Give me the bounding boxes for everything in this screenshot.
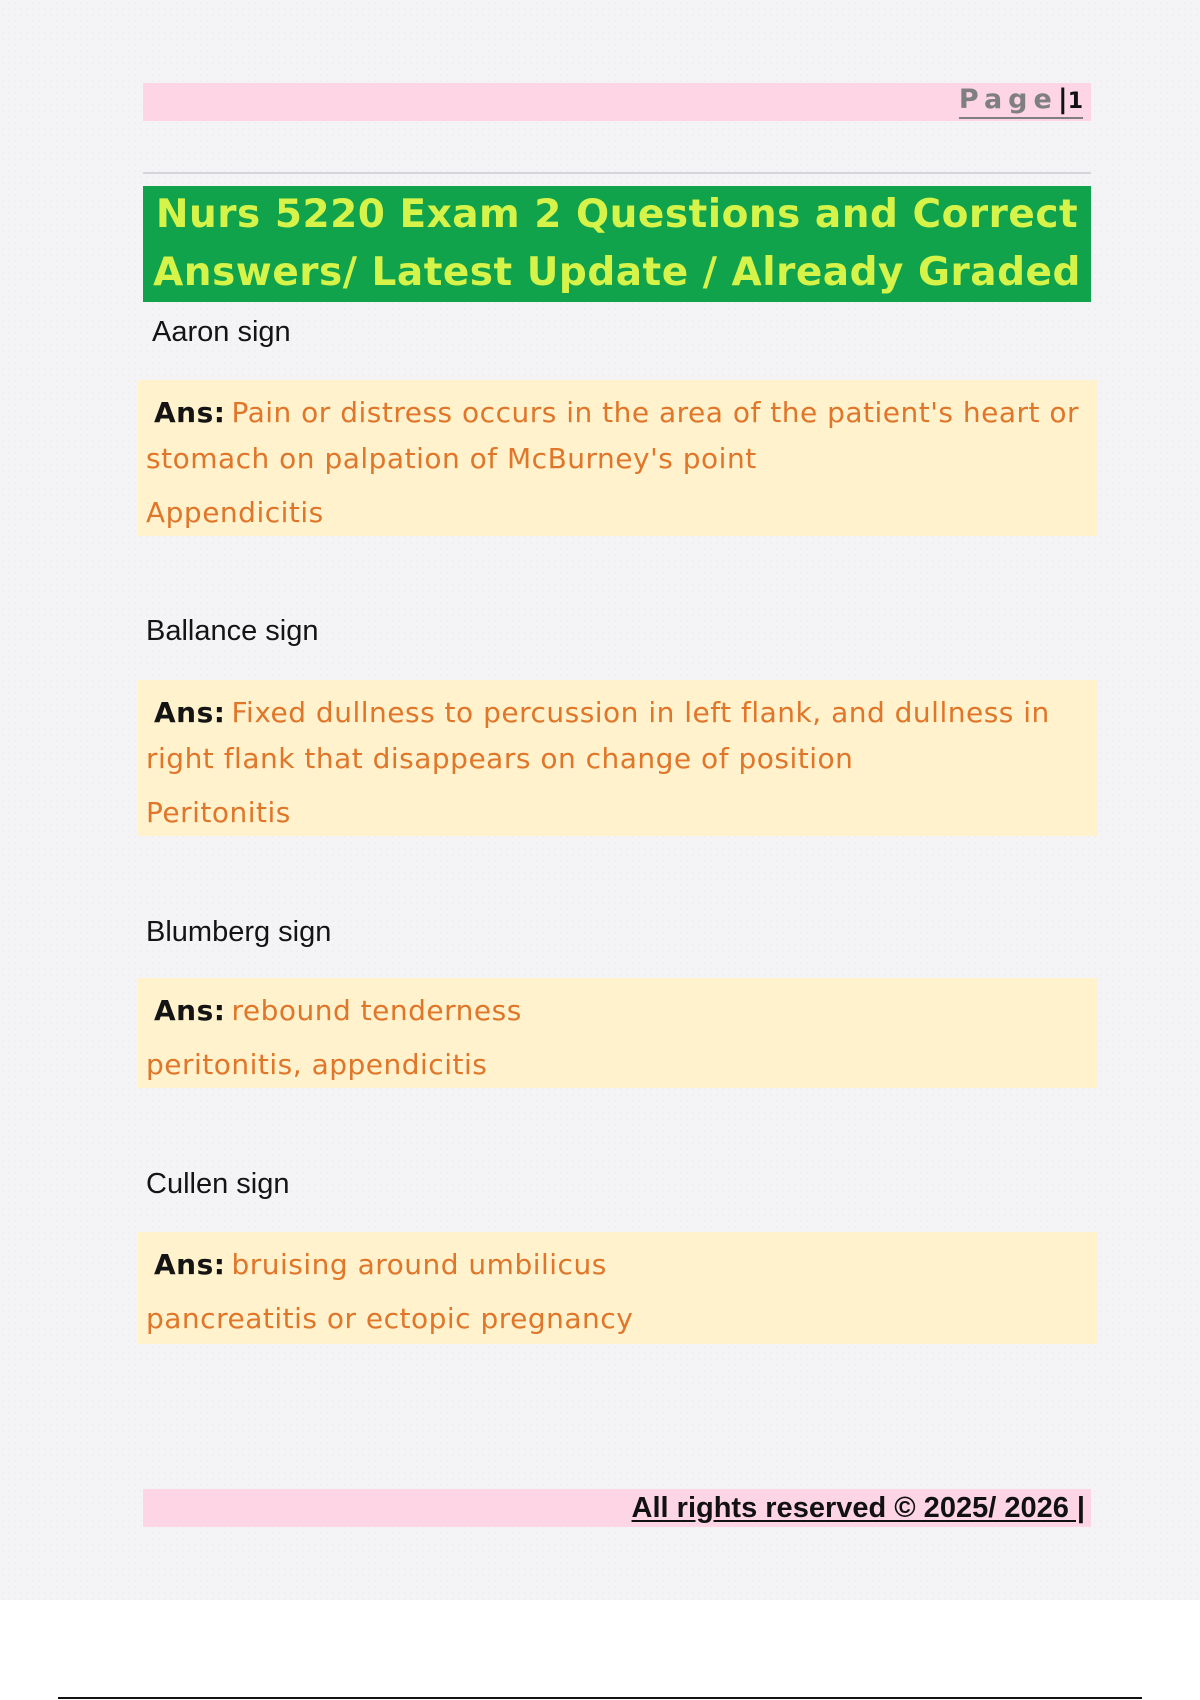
answer-box-aaron-sign	[138, 380, 1098, 536]
question-blumberg-sign: Blumberg sign	[146, 916, 332, 948]
answer-condition: peritonitis, appendicitis	[146, 1048, 488, 1081]
page-footer	[143, 1489, 1091, 1527]
answer-line-2: right flank that disappears on change of position	[146, 742, 854, 775]
answer-label: Ans:	[154, 696, 226, 729]
answer-condition: Peritonitis	[146, 796, 291, 829]
page-header	[143, 83, 1091, 121]
copyright-notice: All rights reserved © 2025/ 2026 |	[631, 1492, 1085, 1524]
answer-box-cullen-sign	[138, 1232, 1098, 1344]
answer-condition: Appendicitis	[146, 496, 324, 529]
title-banner	[143, 186, 1091, 302]
title-line-1: Nurs 5220 Exam 2 Questions and Correct	[155, 192, 1079, 237]
page-number: 1	[1067, 89, 1083, 114]
answer-line-1: rebound tenderness	[231, 994, 522, 1027]
page-bottom-divider	[58, 1697, 1142, 1699]
page-word: Page	[958, 84, 1058, 115]
answer-condition: pancreatitis or ectopic pregnancy	[146, 1302, 634, 1335]
question-ballance-sign: Ballance sign	[146, 615, 319, 647]
answer-line-1: Fixed dullness to percussion in left flank, and dullness in	[231, 696, 1050, 729]
answer-label: Ans:	[154, 1248, 226, 1281]
page-separator: |	[1057, 84, 1068, 115]
answer-line-2: stomach on palpation of McBurney's point	[146, 442, 757, 475]
title-line-2: Answers/ Latest Update / Already Graded	[153, 250, 1081, 295]
header-divider	[143, 172, 1091, 174]
answer-label: Ans:	[154, 396, 226, 429]
answer-box-ballance-sign	[138, 680, 1098, 836]
answer-text	[146, 988, 1090, 1034]
answer-line-1: Pain or distress occurs in the area of the patient's heart or	[231, 396, 1080, 429]
answer-text	[146, 390, 1090, 482]
answer-label: Ans:	[154, 994, 226, 1027]
answer-line-1: bruising around umbilicus	[231, 1248, 607, 1281]
page-number-label	[959, 86, 1083, 119]
question-aaron-sign: Aaron sign	[152, 316, 291, 348]
answer-box-blumberg-sign	[138, 978, 1098, 1088]
answer-text	[146, 690, 1090, 782]
answer-text	[146, 1242, 1090, 1288]
document-title	[153, 186, 1081, 302]
question-cullen-sign: Cullen sign	[146, 1168, 290, 1200]
